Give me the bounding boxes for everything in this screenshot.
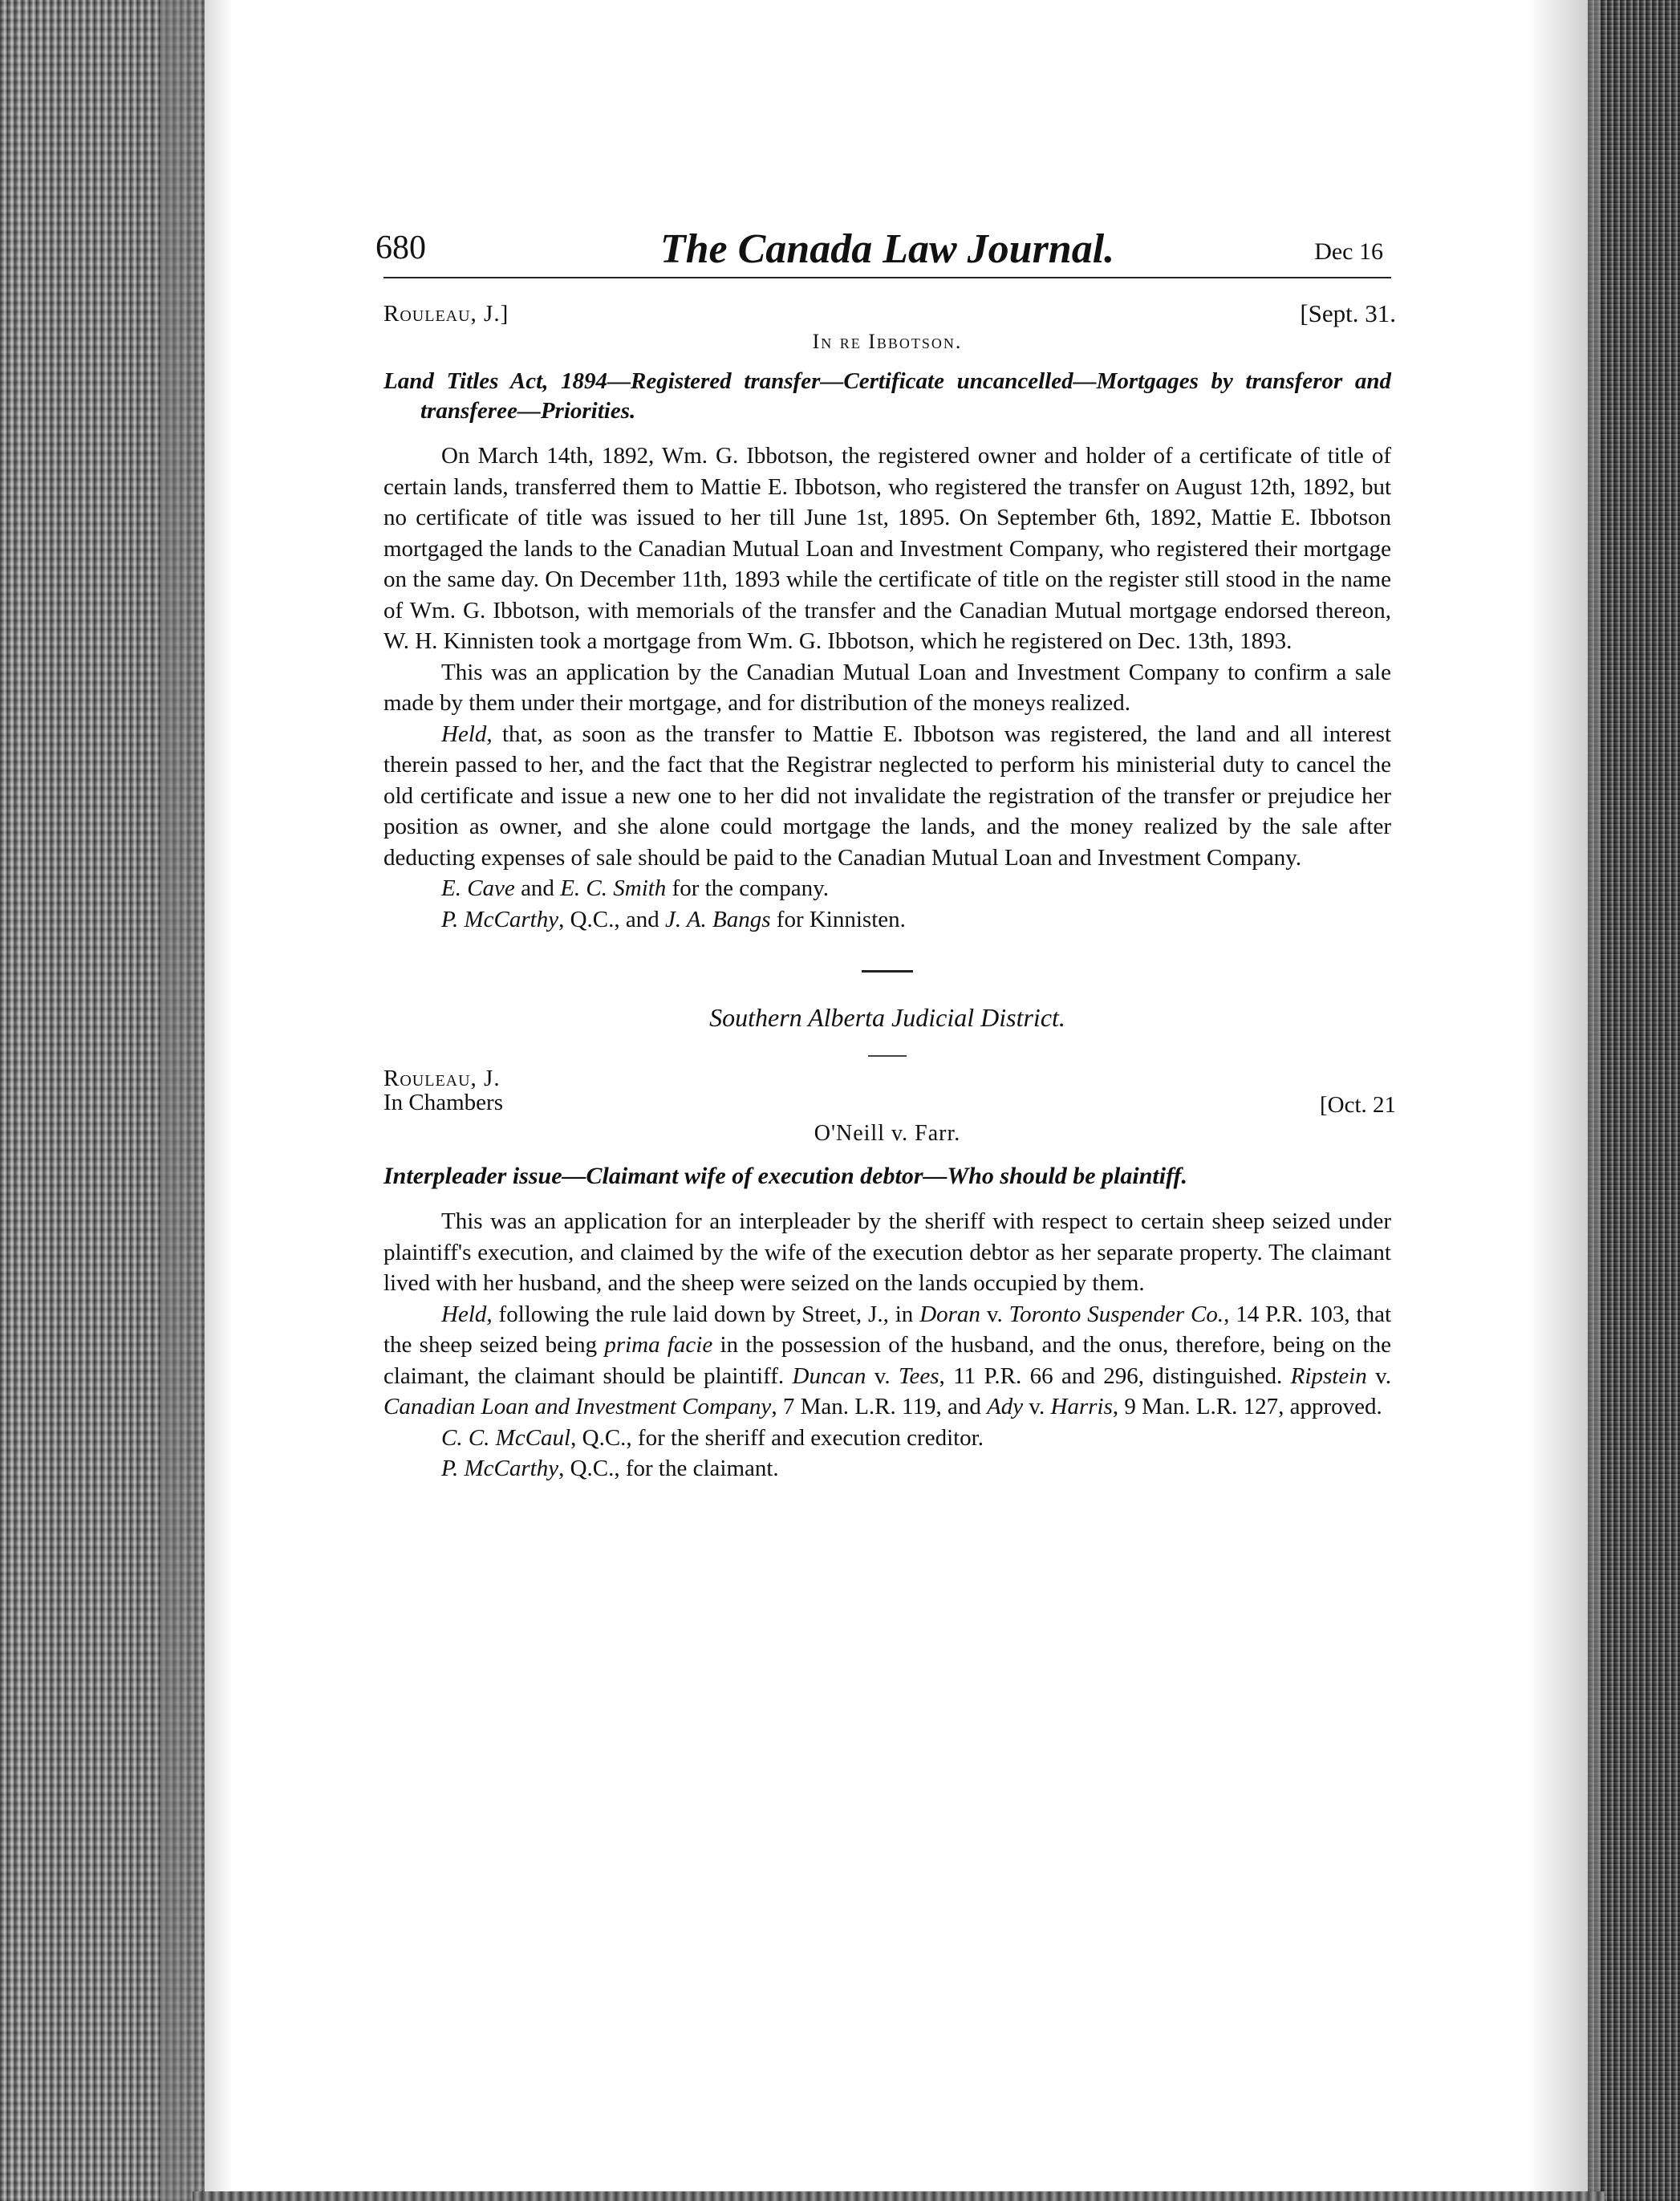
case2-paragraph-facts: This was an application for an interpleader by the sheriff with respect to certain sheep seized under plaintiff's execution, and claimed by the wife of the execution debtor as her separate property. The claimant lived with her husband, and the sheep were seized on the lands occupied by them. <box>383 1208 1391 1296</box>
case2-meta <box>383 1066 1396 1126</box>
page-number: 680 <box>375 229 426 266</box>
case1-meta <box>383 294 1396 333</box>
case1-counsel-kinnisten <box>383 904 1391 936</box>
counsel-role: for Kinnisten. <box>770 906 906 932</box>
case2-headnote: Interpleader issue—Claimant wife of execution debtor—Who should be plaintiff. <box>383 1163 1188 1189</box>
case2-counsel-sheriff <box>383 1423 1391 1454</box>
counsel-joiner: , Q.C., and <box>558 906 665 932</box>
held-text: , 11 P.R. 66 and 296, distinguished. <box>939 1362 1291 1389</box>
case-citation: Doran <box>919 1301 980 1327</box>
case-citation: Duncan <box>792 1362 866 1389</box>
case2-judge-name: Rouleau, J. <box>383 1066 501 1091</box>
case-citation: Tees <box>899 1362 939 1389</box>
case-citation: Ripstein <box>1290 1362 1367 1389</box>
counsel-name: E. C. Smith <box>560 875 667 901</box>
counsel-name: P. McCarthy <box>441 906 559 932</box>
scan-edge-bottom <box>193 2191 1605 2201</box>
case2-chambers: In Chambers <box>383 1090 503 1115</box>
held-text: following the rule laid down by Street, J., in <box>492 1301 920 1327</box>
case-citation: Canadian Loan and Investment Company <box>383 1394 772 1419</box>
case2-title: O'Neill v. Farr. <box>814 1121 961 1146</box>
held-text: v. <box>1023 1394 1051 1419</box>
counsel-name: E. Cave <box>441 875 515 901</box>
case2-counsel-claimant <box>383 1453 1391 1484</box>
counsel-name: C. C. McCaul <box>441 1424 571 1451</box>
held-text: in the possession of the husband, and the onus, therefore, being on the claimant, the claimant should be plaintiff. <box>383 1332 1391 1389</box>
counsel-role: for the company. <box>666 875 829 901</box>
case1-date: [Sept. 31. <box>1300 299 1396 327</box>
held-text: v. <box>980 1301 1009 1327</box>
held-text: that, as soon as the transfer to Mattie E. Ibbotson was registered, the land and all interest therein passed to her, and the fact that the Registrar neglected to perform his ministerial duty to cancel the old certificate and issue a new one to her did not invalidate the registration of the transfer or prejudice her position as owner, and she alone could mortgage the lands, and the money realized by the sale after deducting expenses of sale should be paid to the Canadian Mutual Loan and Investment Company. <box>383 721 1391 871</box>
case1-paragraph-facts: On March 14th, 1892, Wm. G. Ibbotson, the registered owner and holder of a certificate of title of certain lands, transferred them to Mattie E. Ibbotson, who registered the transfer on August 12th, 1892, but no certificate of title was issued to her till June 1st, 1895. On September 6th, 1892, Mattie E. Ibbotson mortgaged the lands to the Canadian Mutual Loan and Investment Company, who registered their mortgage on the same day. On December 11th, 1893 while the certificate of title on the register still stood in the name of Wm. G. Ibbotson, with memorials of the transfer and the Canadian Mutual mortgage endorsed thereon, W. H. Kinnisten took a mortgage from Wm. G. Ibbotson, which he registered on Dec. 13th, 1893. <box>383 443 1391 654</box>
case1-judge: Rouleau, J.] <box>383 301 509 327</box>
held-text: , 9 Man. L.R. 127, approved. <box>1112 1394 1382 1419</box>
case-citation: Toronto Suspender Co. <box>1008 1301 1224 1327</box>
scan-edge-right <box>1588 0 1680 2201</box>
district-heading: Southern Alberta Judicial District. <box>709 1003 1065 1032</box>
held-text: , 7 Man. L.R. 119, and <box>771 1394 988 1419</box>
case1-counsel-company <box>383 873 1391 904</box>
case2-judge <box>383 1066 503 1115</box>
scan-shadow-left <box>160 0 233 2201</box>
journal-page <box>375 226 1396 1484</box>
case2-date: [Oct. 21 <box>1319 1092 1396 1118</box>
section-divider <box>862 970 913 973</box>
held-text: , 14 P.R. 103, that the sheep seized being <box>383 1301 1392 1358</box>
held-label: Held, <box>441 721 493 747</box>
counsel-name: J. A. Bangs <box>664 906 771 932</box>
counsel-name: P. McCarthy <box>441 1456 559 1481</box>
held-label: Held, <box>441 1301 493 1327</box>
district-divider <box>868 1055 907 1057</box>
scan-shadow-right <box>1528 0 1600 2201</box>
case1-title: In re Ibbotson. <box>812 330 963 353</box>
held-text: v. <box>866 1362 899 1389</box>
case1-headnote: Land Titles Act, 1894—Registered transfer—Certificate uncancelled—Mortgages by transferor and transferee—Priorities. <box>383 368 1391 424</box>
counsel-joiner: and <box>514 875 561 901</box>
case-citation: Harris <box>1050 1394 1113 1419</box>
journal-title: The Canada Law Journal. <box>659 226 1115 272</box>
held-text: v. <box>1366 1362 1391 1389</box>
case-citation: Ady <box>987 1394 1024 1419</box>
case1-paragraph-application: This was an application by the Canadian Mutual Loan and Investment Company to confirm a sale made by them under their mortgage, and for distribution of the moneys realized. <box>383 659 1391 716</box>
running-head <box>375 226 1391 278</box>
case1-paragraph-held <box>383 719 1391 874</box>
counsel-role: , Q.C., for the sheriff and execution creditor. <box>570 1424 984 1451</box>
case2-paragraph-held <box>383 1299 1391 1423</box>
latin-phrase: prima facie <box>604 1332 713 1358</box>
counsel-role: , Q.C., for the claimant. <box>558 1456 779 1481</box>
issue-date: Dec 16 <box>1314 238 1383 265</box>
